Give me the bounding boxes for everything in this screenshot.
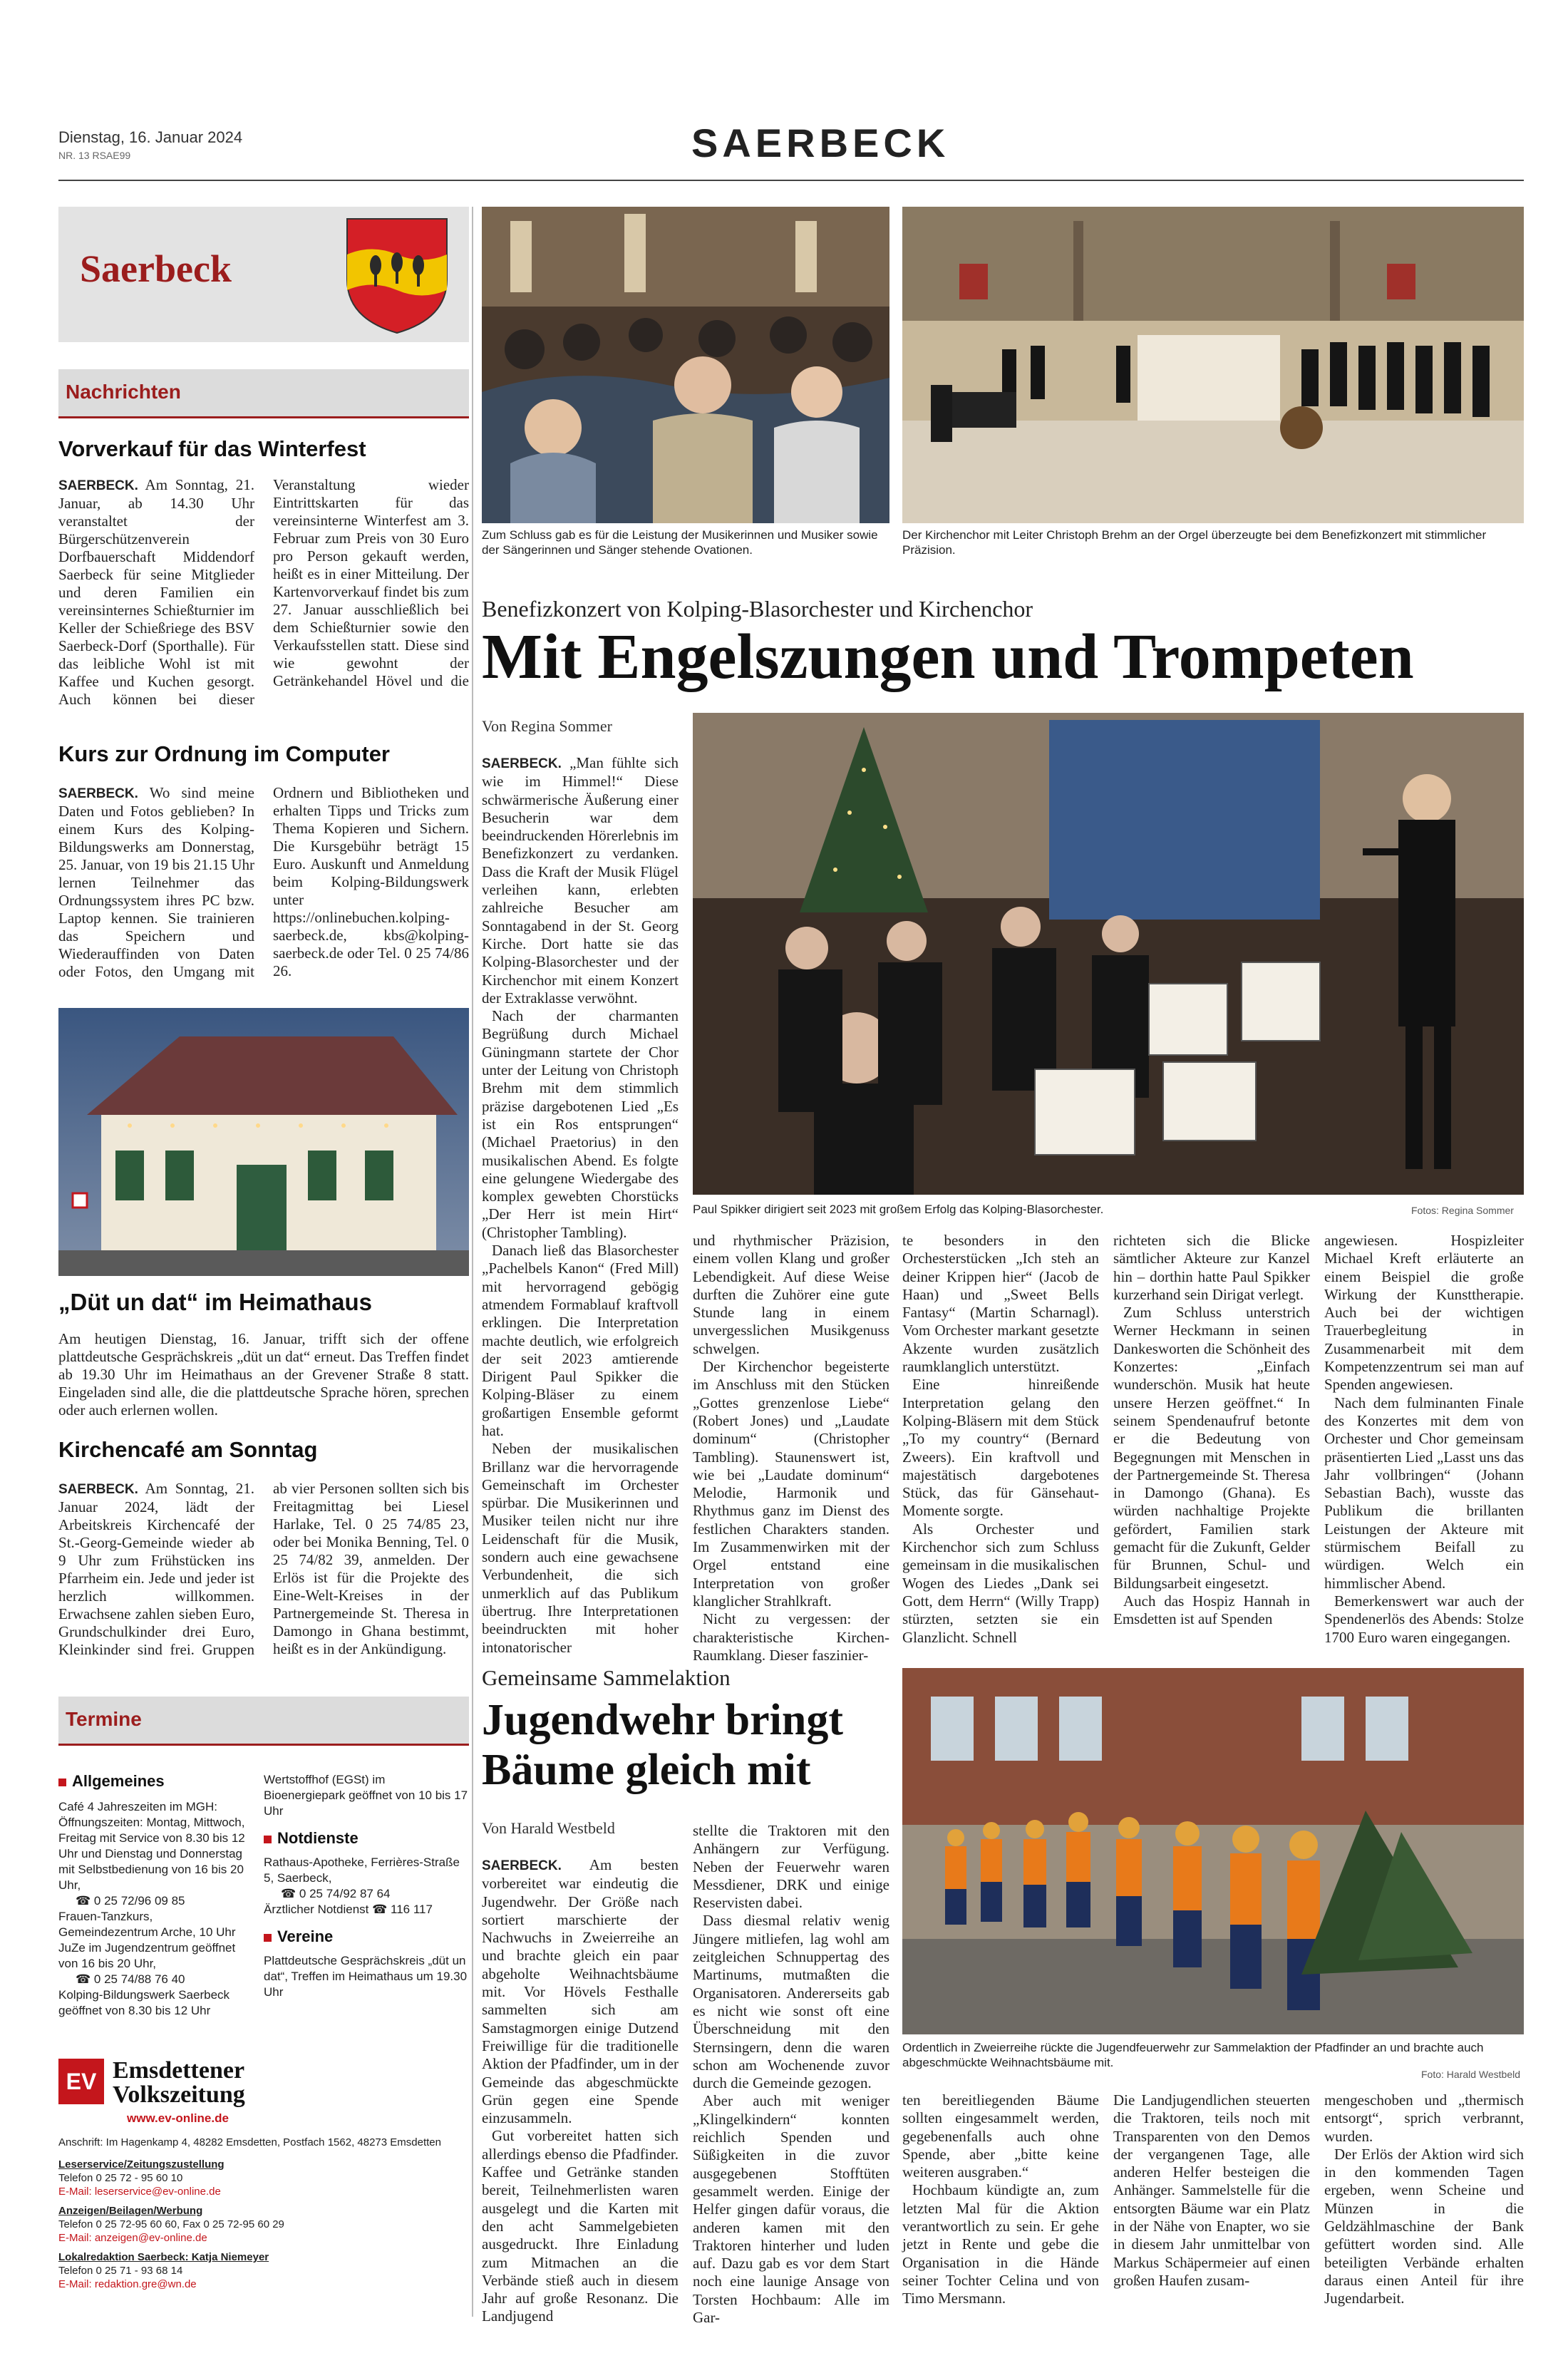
article-title: „Düt un dat“ im Heimathaus bbox=[58, 1289, 373, 1315]
article-column: angewiesen. Hospizleiter Michael Kreft erläuterte an einem Beispiel die große Wirkung der Kunsttherapie. Auch bei der wichtigen Trauerbegleitung in Zusammenarbeit mit dem Kompetenzzentrum sei man auf Spenden angewiesen. Nach dem fulminanten Finale des Konzertes mit dem von Orchester und Chor gemeinsam präsentierten Lied „Lasst uns das Jahr vollbringen“ (Johann Sebastian Bach), wusste das Publikum die brillanten Leistungen der Akteure mit stürmischem Beifall zu würdigen. Welch ein himmlischer Abend. Bemerkenswert war auch der Spendenerlös des Abends: Stolze 1700 Euro waren eingegangen. bbox=[1324, 1232, 1524, 1646]
termine-entry: Plattdeutsche Gesprächskreis „düt un dat“, Treffen im Heimathaus um 19.30 Uhr bbox=[264, 1954, 468, 1999]
issue-date: Dienstag, 16. Januar 2024 bbox=[58, 128, 243, 146]
article-text: Am Sonntag, 21. Januar 2024, lädt der Arbeitskreis Kirchencafé der St.-Georg-Gemeinde wieder ab 9 Uhr zum Frühstücken ins Pfarrheim ein. Jede und jeder ist herzlich willkommen. Erwachsene zahlen sieben Euro, Grundschulkinder drei Euro, Kleinkinder sind frei. Gruppen ab vier Personen sollten sich bis Freitagmittag bei Liesel Harlake, Tel. 0 25 74/85 23, oder bei Monika Benning, Tel. 0 25 74/82 39, anmelden. Der Erlös ist für die Projekte des Eine-Welt-Kreises in der Partnergemeinde St. Theresa in Damongo in Ghana bestimmt, heißt es in der Ankündigung. bbox=[58, 1480, 469, 1658]
issue-code: NR. 13 RSAE99 bbox=[58, 150, 131, 161]
imprint-email[interactable]: E-Mail: leserservice@ev-online.de bbox=[58, 2186, 221, 2198]
termine-category: Vereine bbox=[264, 1927, 469, 1946]
nachrichten-rule bbox=[58, 416, 469, 418]
imprint-phone: Telefon 0 25 72-95 60 60, Fax 0 25 72-95 60 29 bbox=[58, 2218, 284, 2230]
dateline: SAERBECK. bbox=[482, 756, 562, 771]
article-text: Wo sind meine Daten und Fotos geblieben? In einem Kurs des Kolping-Bildungswerks am Donnerstag, 25. Januar, von 19 bis 21.15 Uhr lernen Teilnehmer das Ordnungssystem ihres PC bzw. Laptop kennen. Sie trainieren das Speichern und Wiederauffinden von Daten oder Fotos, den Umgang mit Ordnern und Bibliotheken und erhalten Tipps und Tricks zum Thema Kopieren und Sichern. Die Kursgebühr beträgt 15 Euro. Auskunft und Anmeldung beim Kolping-Bildungswerk unter https://onlinebuchen.kolping-saerbeck.de, kbs@kolping-saerbeck.de oder Tel. 0 25 74/86 26. bbox=[58, 784, 469, 980]
article-text: Am Sonntag, 21. Januar, ab 14.30 Uhr veranstaltet der Bürgerschützenverein Dorfbauerschaft Middendorf Saerbeck für seine Mitglieder und deren Familien ein vereinsinternes Schießturnier im Keller der Schießriege des BSV Saerbeck-Dorf (Sporthalle). Für das leibliche Wohl ist mit Kaffee und Kuchen gesorgt. Auch können bei dieser Veranstaltung wieder Eintrittskarten für das vereinsinterne Winterfest am 3. Februar zum Preis von 30 Euro pro Person gekauft werden, heißt es in einer Mitteilung. Der Kartenvorverkauf findet bis zum 27. Januar ausschließlich bei dem Schießturnier sowie den Verkaufsstellen statt. Diese sind wie gewohnt der Getränkehandel Hövel und die bbox=[58, 476, 469, 708]
imprint-section-title: Lokalredaktion Saerbeck: Katja Niemeyer bbox=[58, 2251, 269, 2263]
article-column: SAERBECK. Am besten vorbereitet war eindeutig die Jugendwehr. Der Größe nach sortiert marschierte der Nachwuchs in Zweierreihe an und brachte gleich ein paar abgeholte Weihnachtsbäume mit. Vor Hövels Festhalle sammelten sich am Samstagmorgen einige Dutzend Freiwillige für die traditionelle Aktion der Pfadfinder, um in der Gemeinde das abgeschmückte Grün gegen eine Spende einzusammeln. Gut vorbereitet hatten sich allerdings ebenso die Pfadfinder. Kaffee und Getränke standen bereit, Teilnehmerlisten waren ausgelegt und die Karten mit den acht Sammelgebieten ausgedruckt. Ihre Einladung zum Mitmachen an die Verbände stieß auch in diesem Jahr auf große Resonanz. Die Landjugend bbox=[482, 1856, 679, 2325]
imprint-email[interactable]: E-Mail: redaktion.gre@wn.de bbox=[58, 2278, 197, 2290]
photo-caption: Der Kirchenchor mit Leiter Christoph Brehm an der Orgel überzeugte bei dem Benefizkonzert mit stimmlicher Präzision. bbox=[902, 528, 1487, 557]
imprint-phone: Telefon 0 25 72 - 95 60 10 bbox=[58, 2172, 183, 2184]
termine-entry: Rathaus-Apotheke, Ferrières-Straße 5, Saerbeck, bbox=[264, 1855, 460, 1885]
termine-category: Notdienste bbox=[264, 1829, 469, 1848]
choir-photo bbox=[902, 207, 1524, 523]
article-body bbox=[58, 1480, 469, 1694]
publisher-name-line1: Emsdettener bbox=[113, 2057, 245, 2084]
article-column: ten bereitliegenden Bäume sollten eingesammelt werden, gegebenenfalls auch ohne Spende, aber „bitte keine weiteren ausgraben.“ Hochbaum kündigte an, zum letzten Mal für die Aktion verantwortlich zu sein. Er gehe jetzt in Rente und gebe die Organisation in die Hände seiner Tochter Celina und von Timo Mersmann. bbox=[902, 2091, 1099, 2307]
article-column: stellte die Traktoren mit den Anhängern zur Verfügung. Neben der Feuerwehr waren Messdiener, DRK und einige Reservisten dabei. Dass diesmal relativ wenig Jüngere mitliefen, lag wohl am zeitgleichen Schnuppertag des Martinums, mutmaßten die Organisatoren. Andererseits gab es nicht wie sonst oft eine Überschneidung mit den Sternsingern, denn die waren schon am Wochenende zuvor durch die Gemeinde gezogen. Aber auch mit weniger „Klingelkindern“ konnten reichlich Spenden und Süßigkeiten in die zuvor ausgegebenen Stofftüten gesammelt werden. Einige der Helfer gingen dafür voraus, die anderen kamen mit den Traktoren hinterher und luden auf. Dazu gab es vor dem Start noch eine launige Ansage von Torsten Hochbaum: Alle im Gar- bbox=[693, 1822, 889, 2327]
termine-phone: ☎ 0 25 74/92 87 64 bbox=[281, 1887, 391, 1900]
termine-entry: Café 4 Jahreszeiten im MGH: Öffnungszeiten: Montag, Mittwoch, Freitag mit Service von 8.30 bis 12 Uhr und Dienstag und Donnerstag mit Selbstbedienung von 16 bis 20 Uhr, bbox=[58, 1800, 245, 1892]
town-crest-icon bbox=[344, 215, 450, 336]
nachrichten-label: Nachrichten bbox=[66, 381, 181, 403]
orchestra-photo bbox=[693, 713, 1524, 1195]
termine-phone: ☎ 0 25 72/96 09 85 bbox=[76, 1894, 185, 1908]
termine-header bbox=[58, 1697, 469, 1744]
imprint-section-title: Anzeigen/Beilagen/Werbung bbox=[58, 2205, 203, 2217]
article-byline: Von Harald Westbeld bbox=[482, 1819, 615, 1837]
termine-entry: Kolping-Bildungswerk Saerbeck geöffnet von 8.30 bis 12 Uhr bbox=[58, 1988, 230, 2017]
town-name: Saerbeck bbox=[80, 247, 232, 290]
article-title: Kurs zur Ordnung im Computer bbox=[58, 741, 390, 766]
audience-photo bbox=[482, 207, 889, 523]
article-title: Kirchencafé am Sonntag bbox=[58, 1437, 318, 1462]
article-headline: Mit Engelszungen und Trompeten bbox=[482, 622, 1414, 692]
article-body: Am heutigen Dienstag, 16. Januar, trifft sich der offene plattdeutsche Gesprächskreis „düt un dat“ erneut. Das Treffen findet ab 19.30 Uhr im Heimathaus an der Grevener Straße 8 statt. Eingeladen sind alle, die die plattdeutsche Sprache hören, sprechen oder auch erlernen wollen. bbox=[58, 1330, 469, 1419]
termine-rule bbox=[58, 1744, 469, 1746]
photo-caption: Paul Spikker dirigiert seit 2023 mit großem Erfolg das Kolping-Blasorchester. bbox=[693, 1203, 1104, 1216]
section-title: SAERBECK bbox=[691, 120, 950, 165]
column-divider bbox=[472, 207, 473, 2317]
article-body bbox=[58, 476, 469, 724]
article-byline: Von Regina Sommer bbox=[482, 717, 612, 735]
article-kicker: Benefizkonzert von Kolping-Blasorchester und Kirchenchor bbox=[482, 596, 1033, 622]
nachrichten-header bbox=[58, 369, 469, 416]
article-column: Die Landjugendlichen steuerten die Traktoren, teils noch mit Transparenten von den Demos der vergangenen Tage, alle anderen Helfer besteigen die Anhänger. Sammelstelle für die entsorgten Bäume war ein Platz in der Nähe von Enapter, wo sie in diesem Jahr unmittelbar von Markus Schäpermeier auf einen großen Haufen zusam- bbox=[1113, 2091, 1310, 2289]
imprint-phone: Telefon 0 25 71 - 93 68 14 bbox=[58, 2265, 183, 2277]
article-headline-line2: Bäume gleich mit bbox=[482, 1746, 811, 1794]
dateline: SAERBECK. bbox=[58, 478, 138, 493]
heimathaus-photo bbox=[58, 1008, 469, 1276]
article-column: und rhythmischer Präzision, einem vollen Klang und großer Lebendigkeit. Auf diese Weise durften die Zuhörer eine gute Stunde lang in einem unvergesslichen Musikgenuss schwelgen. Der Kirchenchor begeisterte im Anschluss mit den Stücken „Gottes grenzenlose Liebe“ (Robert Jones) und „Laudate dominum“ (Christopher Tambling). Staunenswert ist, wie bei „Laudate dominum“ Melodie, Harmonik und Rhythmus ganz im Dienst des festlichen Charakters standen. Im Zusammenwirken mit der Orgel entstand eine Interpretation von großer klanglicher Strahlkraft. Nicht zu vergessen: der charakteristische Kirchen-Raumklang. Dieser faszinier- bbox=[693, 1232, 889, 1664]
article-column: SAERBECK. „Man fühlte sich wie im Himmel!“ Diese schwärmerische Äußerung einer Besucherin war dem beeindruckenden Hörerlebnis im Benefizkonzert zu verdanken. Dass die Kraft der Musik Flügel verleihen kann, erlebten zahlreiche Besucher am Sonntagabend in der St. Georg Kirche. Dort hatte sie das Kolping-Blasorchester und der Kirchenchor mit einem Konzert der Extraklasse verwöhnt. Nach der charmanten Begrüßung durch Michael Güningmann startete der Chor unter der Leitung von Christoph Brehm mit dem stimmlich präzise dargebotenen Lied „Es ist ein Ros entsprungen“ (Michael Praetorius) in den musikalischen Abend. Es folgte eine gelungene Wiedergabe des komplex gewebten Chorstücks „Der Herr ist mein Hirt“ (Christopher Tambling). Danach ließ das Blasorchester „Pachelbels Kanon“ (Fred Mill) mit hervorragend gebögig atmendem Formablauf kraftvoll erklingen. Die Interpretation machte deutlich, wie erfolgreich der seit 2023 amtierende Dirigent Paul Spikker die Kolping-Bläser zu einem großartigen Ensemble geformt hat. Neben der musikalischen Brillanz war die hervorragende Gemeinschaft im Orchester spürbar. Die Musikerinnen und Musiker teilen nicht nur ihre Leidenschaft für die Musik, sondern auch eine gewachsene Verbundenheit, die sich unmerklich auf das Publikum übertrug. Ihre Interpretationen beeindruckten mit hoher intonatorischer bbox=[482, 754, 679, 1656]
dateline: SAERBECK. bbox=[482, 1858, 562, 1873]
town-banner bbox=[58, 207, 469, 342]
article-column: richteten sich die Blicke sämtlicher Akteure zur Kanzel hin – dorthin hatte Paul Spikker kurzerhand sein Dirigat verlegt. Zum Schluss unterstrich Werner Heckmann in seinen Dankesworten die Schönheit des Konzertes: „Einfach wunderschön. Musik hat heute unsere Herzen geöffnet.“ In seinem Spendenaufruf betonte er die Bedeutung von Begegnungen mit Menschen in der Partnergemeinde St. Theresa in Damongo (Ghana). Es würden nachhaltige Projekte gefördert, Familien stark gemacht für die Zukunft, Gelder für Brunnen, Schul- und Bildungsarbeit eingesetzt. Auch das Hospiz Hannah in Emsdetten ist auf Spenden bbox=[1113, 1232, 1310, 1628]
article-headline-line1: Jugendwehr bringt bbox=[482, 1696, 843, 1744]
article-body bbox=[58, 784, 469, 998]
photo-caption: Ordentlich in Zweierreihe rückte die Jugendfeuerwehr zur Sammelaktion der Pfadfinder an und brachte auch abgeschmückte Weihnachtsbäume mit. bbox=[902, 2041, 1484, 2069]
termine-entry: Wertstoffhof (EGSt) im Bioenergiepark geöffnet von 10 bis 17 Uhr bbox=[264, 1773, 468, 1818]
header-rule bbox=[58, 180, 1524, 181]
article-kicker: Gemeinsame Sammelaktion bbox=[482, 1665, 731, 1690]
publisher-logo-icon: EV bbox=[58, 2059, 104, 2104]
imprint-email[interactable]: E-Mail: anzeigen@ev-online.de bbox=[58, 2232, 207, 2244]
termine-label: Termine bbox=[66, 1708, 142, 1730]
article-column: mengeschoben und „thermisch entsorgt“, sprich verbrannt, wurden. Der Erlös der Aktion wird sich in den kommenden Tagen ergeben, wenn Scheine und Münzen in die Geldzählmaschine der Bank gefüttert worden sind. Alle beteiligten Verbände erhalten daraus einen Anteil für ihre Jugendarbeit. bbox=[1324, 2091, 1524, 2307]
termine-entry: Ärztlicher Notdienst ☎ 116 117 bbox=[264, 1903, 433, 1916]
termine-entry: JuZe im Jugendzentrum geöffnet von 16 bis 20 Uhr, bbox=[58, 1941, 236, 1970]
dateline: SAERBECK. bbox=[58, 1482, 138, 1497]
photo-credit: Fotos: Regina Sommer bbox=[1411, 1205, 1514, 1216]
termine-category: Allgemeines bbox=[58, 1772, 255, 1791]
termine-entry: Frauen-Tanzkurs, Gemeindezentrum Arche, 10 Uhr bbox=[58, 1910, 236, 1939]
article-column: te besonders in den Orchesterstücken „Ich steh an deiner Krippen hier“ (Jacob de Haan) und „Sweet Bells Fantasy“ (Martin Scharnagl). Vom Orchester markant gesetzte Akzente wurden zusätzlich raumklanglich unterstützt. Eine hinreißende Interpretation gelang den Kolping-Bläsern mit dem Stück „To my country“ (Bernard Zweers). Ein kraftvoll und majestätisch dargebotenes Stück, das für Gänsehaut-Momente sorgte. Als Orchester und Kirchenchor sich zum Schluss gemeinsam in die musikalischen Wogen des Liedes „Dank sei Gott, dem Herrn“ (Willy Trapp) stürzten, setzten sie ein Glanzlicht. Schnell bbox=[902, 1232, 1099, 1646]
fire-brigade-photo bbox=[902, 1668, 1524, 2034]
imprint bbox=[58, 2136, 472, 2291]
article-title: Vorverkauf für das Winterfest bbox=[58, 436, 366, 461]
termine-col-right bbox=[264, 1772, 469, 2000]
dateline: SAERBECK. bbox=[58, 786, 138, 801]
publisher-name-line2: Volkszeitung bbox=[113, 2081, 245, 2108]
photo-caption: Zum Schluss gab es für die Leistung der Musikerinnen und Musiker sowie der Sängerinnen und Sänger stehende Ovationen. bbox=[482, 528, 878, 557]
imprint-address: Anschrift: Im Hagenkamp 4, 48282 Emsdetten, Postfach 1562, 48273 Emsdetten bbox=[58, 2136, 441, 2148]
imprint-section-title: Leserservice/Zeitungszustellung bbox=[58, 2158, 225, 2171]
photo-credit: Foto: Harald Westbeld bbox=[1421, 2069, 1521, 2080]
termine-col-left bbox=[58, 1772, 255, 2019]
publisher-url[interactable]: www.ev-online.de bbox=[127, 2111, 229, 2125]
termine-phone: ☎ 0 25 74/88 76 40 bbox=[76, 1972, 185, 1986]
